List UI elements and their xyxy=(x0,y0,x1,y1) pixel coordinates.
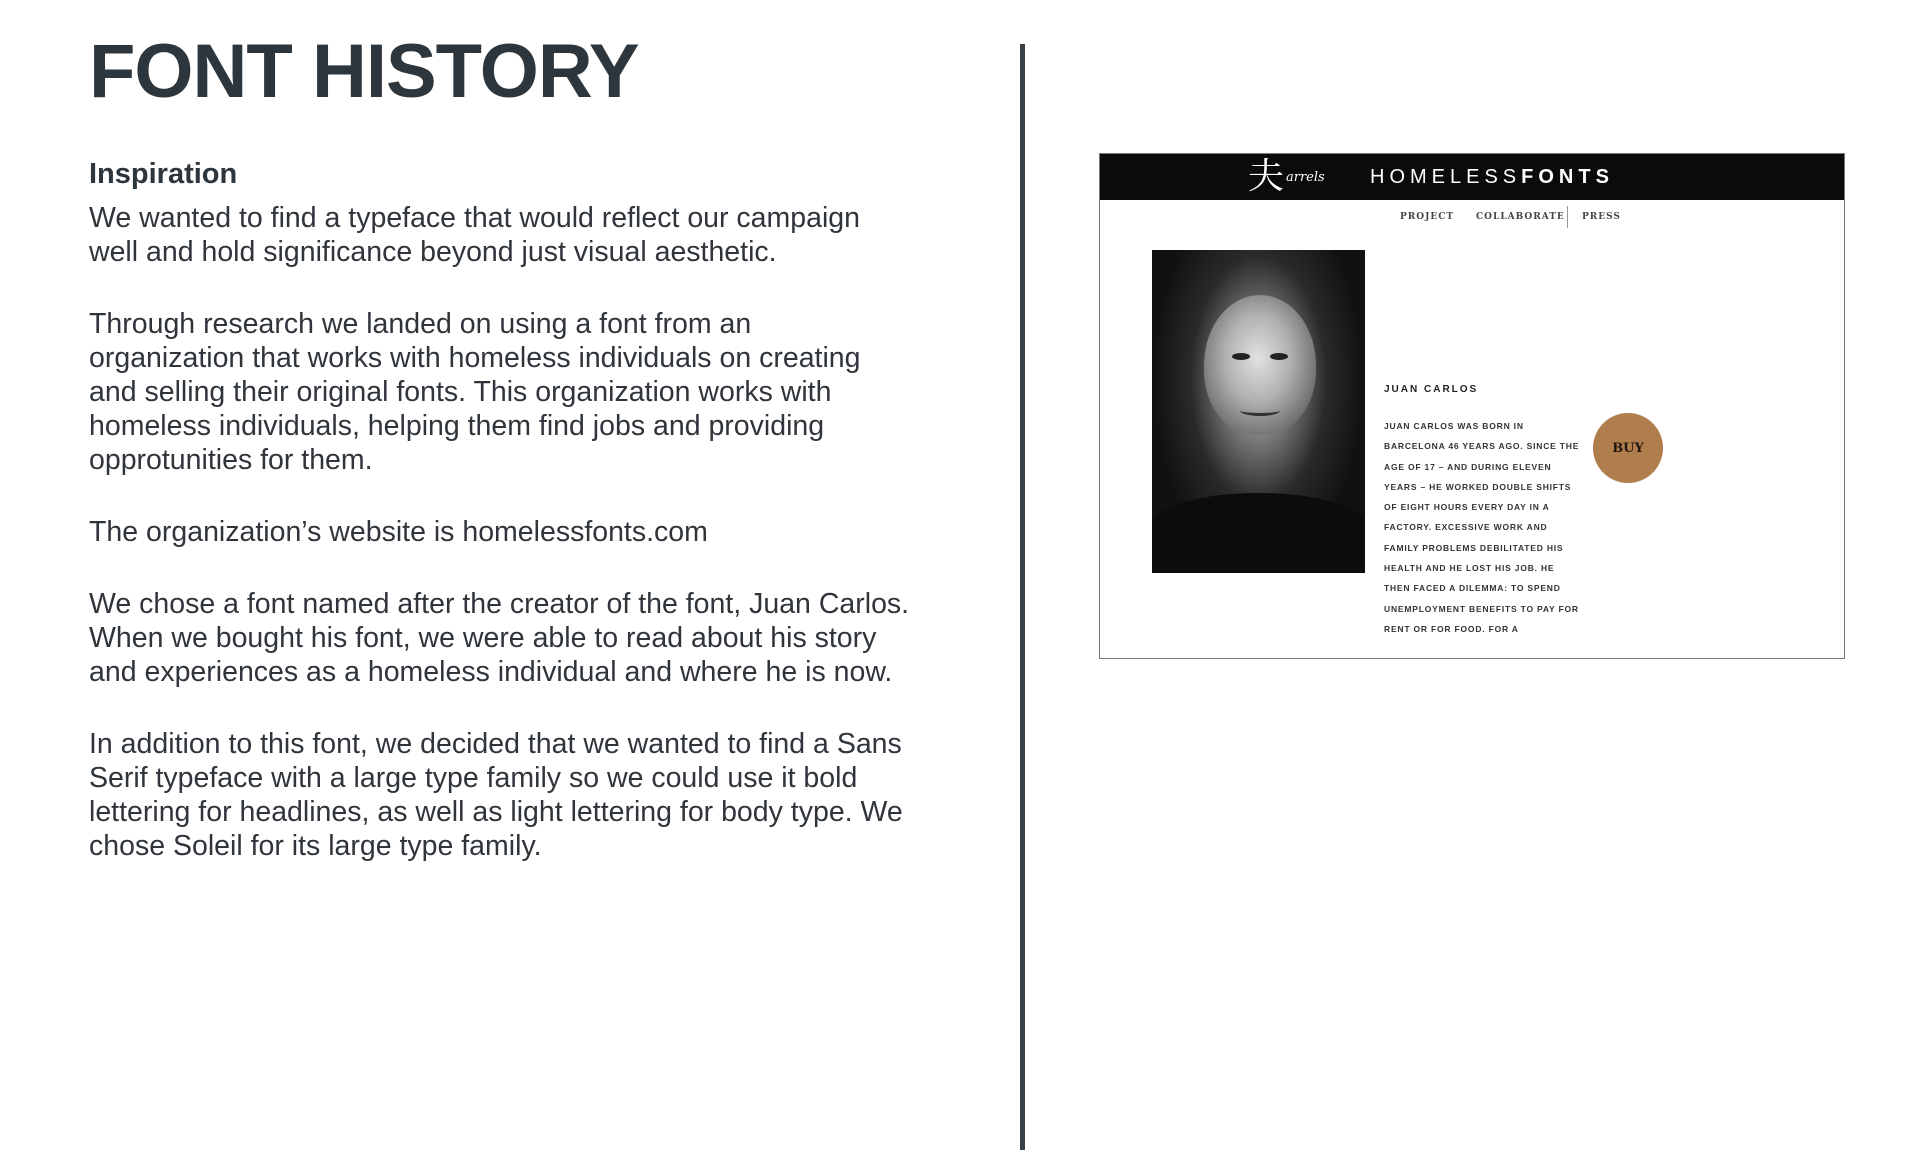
portrait-mouth xyxy=(1240,405,1280,416)
portrait-eye-right xyxy=(1270,353,1288,360)
nav-project[interactable]: PROJECT xyxy=(1400,212,1455,222)
nav-separator xyxy=(1567,206,1568,228)
vertical-divider xyxy=(1020,44,1025,1150)
website-screenshot xyxy=(1099,153,1845,659)
paragraph-1: We wanted to find a typeface that would reflect our campaign well and hold significance beyond just visual aesthetic. xyxy=(89,202,861,268)
portrait-face xyxy=(1204,295,1316,435)
paragraph-5: In addition to this font, we decided that we wanted to find a Sans Serif typeface with a large type family so we could use it bold lettering for headlines, as well as light lettering for body type. We chose Soleil for its large type family. xyxy=(89,728,903,862)
buy-button[interactable]: BUY xyxy=(1593,413,1663,483)
site-brand xyxy=(1370,166,1614,188)
arrels-logo-icon: 夫 xyxy=(1248,156,1285,197)
paragraph-4: We chose a font named after the creator of the font, Juan Carlos. When we bought his font, we were able to read about his story and experiences as a homeless individual and where he is now. xyxy=(89,588,910,688)
nav-collaborate[interactable]: COLLABORATE xyxy=(1476,212,1565,222)
portrait-photo xyxy=(1152,250,1365,573)
artist-bio: JUAN CARLOS WAS BORN IN BARCELONA 46 YEARS AGO. SINCE THE AGE OF 17 – AND DURING ELEVEN YEARS – HE WORKED DOUBLE SHIFTS OF EIGHT HOURS EVERY DAY IN A FACTORY. EXCESSIVE WORK AND FAMILY PROBLEMS DEBILITATED HIS HEALTH AND HE LOST HIS JOB. HE THEN FACED A DILEMMA: TO SPEND UNEMPLOYMENT BENEFITS TO PAY FOR RENT OR FOR FOOD. FOR A xyxy=(1384,421,1580,634)
site-header xyxy=(1100,154,1844,200)
brand-bold: FONTS xyxy=(1521,166,1614,188)
paragraph-3: The organization’s website is homelessfonts.com xyxy=(89,516,708,548)
page-title: FONT HISTORY xyxy=(89,29,639,114)
nav-press[interactable]: PRESS xyxy=(1582,212,1621,222)
paragraph-2: Through research we landed on using a font from an organization that works with homeless individuals on creating and selling their original fonts. This organization works with homeless individuals, helping them find jobs and providing opprotunities for them. xyxy=(89,308,861,476)
portrait-shoulders xyxy=(1152,493,1365,573)
text-column xyxy=(89,158,969,901)
artist-name: JUAN CARLOS xyxy=(1384,384,1479,395)
brand-light: HOMELESS xyxy=(1370,166,1522,188)
subheading: Inspiration xyxy=(89,158,238,190)
arrels-logo-word: arrels xyxy=(1286,170,1325,185)
portrait-eye-left xyxy=(1232,353,1250,360)
